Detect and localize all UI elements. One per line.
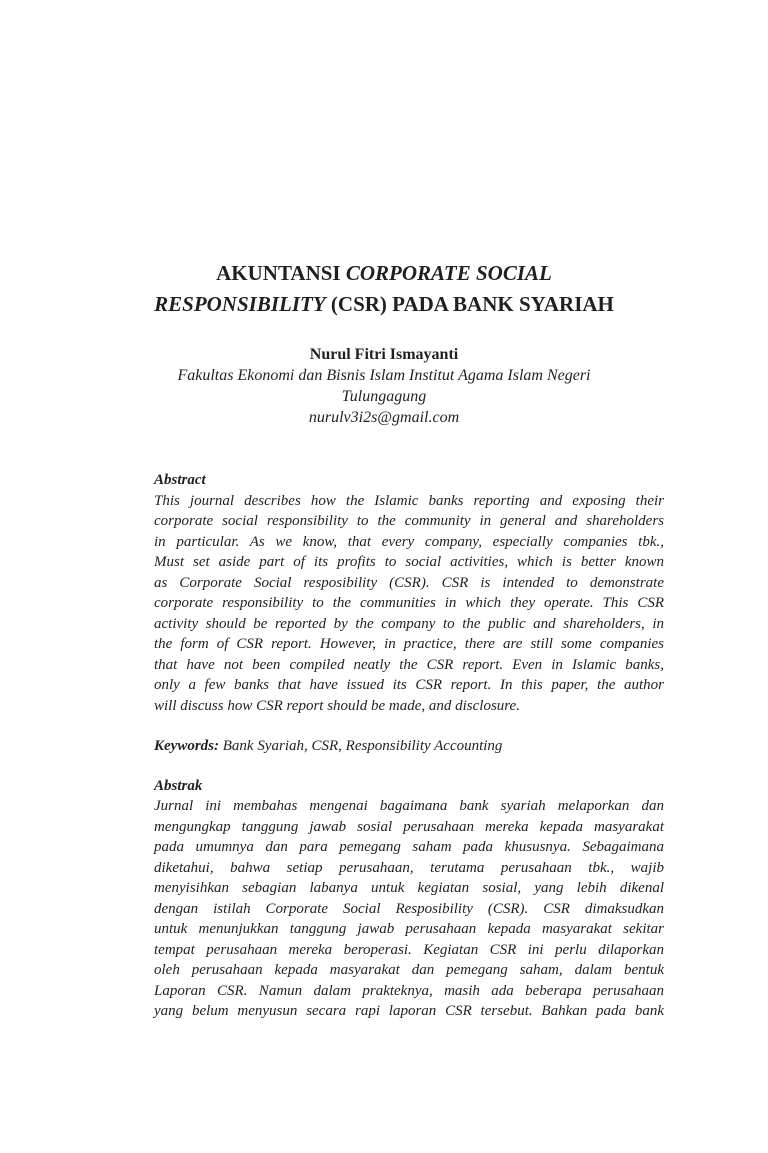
abstract-line: in particular. As we know, that every company, especially companies tbk., [154, 533, 664, 550]
title-line-2-italic: RESPONSIBILITY [154, 292, 326, 316]
paper-title [90, 258, 678, 320]
keywords [154, 736, 664, 757]
abstrak-heading: Abstrak [154, 777, 203, 794]
abstract-line: corporate social responsibility to the community in general and shareholders [154, 513, 664, 529]
title-line-2 [90, 289, 678, 320]
abstrak-line: menyisihkan sebagian labanya untuk kegiatan sosial, yang lebih dikenal [154, 880, 664, 896]
abstract-line: only a few banks that have issued its CSR report. In this paper, the author [154, 677, 664, 693]
abstract-heading: Abstract [154, 472, 206, 488]
abstrak-line: oleh perusahaan kepada masyarakat dan pemegang saham, dalam bentuk [154, 962, 664, 978]
abstrak-line: pada umumnya dan para pemegang saham pada khususnya. Sebagaimana [154, 839, 664, 855]
author-name: Nurul Fitri Ismayanti [309, 346, 459, 363]
abstrak-line: dengan istilah Corporate Social Resposibility (CSR). CSR dimaksudkan [154, 900, 664, 917]
abstract-line: Must set aside part of its profits to social activities, which is better known [154, 554, 664, 570]
title-line-2-plain: (CSR) PADA BANK SYARIAH [325, 292, 614, 316]
abstract-body [154, 491, 664, 717]
abstrak-body [154, 796, 664, 1022]
title-line-1-italic: CORPORATE SOCIAL [345, 261, 552, 285]
abstract-line: activity should be reported by the company to the public and shareholders, in [154, 615, 664, 632]
author-email: nurulv3i2s@gmail.com [308, 409, 460, 426]
abstract-line: This journal describes how the Islamic banks reporting and exposing their [154, 492, 664, 509]
abstrak-line: diketahui, bahwa setiap perusahaan, terutama perusahaan tbk., wajib [154, 859, 664, 876]
abstract-line: will discuss how CSR report should be made, and disclosure. [154, 697, 520, 714]
abstract-line: as Corporate Social resposibility (CSR). CSR is intended to demonstrate [154, 574, 664, 591]
abstrak-line: tempat perusahaan mereka beroperasi. Kegiatan CSR ini perlu dilaporkan [154, 941, 664, 958]
abstrak-line: Laporan CSR. Namun dalam prakteknya, masih ada beberapa perusahaan [154, 982, 664, 999]
abstract-line: corporate responsibility to the communities in which they operate. This CSR [154, 595, 664, 611]
abstract-line: that have not been compiled neatly the CSR report. Even in Islamic banks, [154, 656, 664, 673]
keywords-label: Keywords: [154, 738, 219, 754]
abstrak-line: mengungkap tanggung jawab sosial perusahaan mereka kepada masyarakat [154, 818, 664, 835]
author-affiliation-line-1: Fakultas Ekonomi dan Bisnis Islam Institut Agama Islam Negeri [177, 367, 591, 384]
abstrak-line: untuk menunjukkan tanggung jawab perusahaan kepada masyarakat sekitar [154, 921, 664, 937]
abstrak-line: Jurnal ini membahas mengenai bagaimana bank syariah melaporkan dan [154, 798, 664, 814]
title-line-1 [90, 258, 678, 289]
abstrak-line: yang belum menyusun secara rapi laporan CSR tersebut. Bahkan pada bank [154, 1003, 664, 1019]
abstract-line: the form of CSR report. However, in practice, there are still some companies [154, 636, 664, 652]
keywords-value: Bank Syariah, CSR, Responsibility Accounting [219, 738, 503, 754]
author-affiliation-line-2: Tulungagung [341, 388, 427, 405]
abstract-section [154, 470, 664, 1022]
title-line-1-plain: AKUNTANSI [216, 261, 346, 285]
author-block [110, 344, 658, 428]
